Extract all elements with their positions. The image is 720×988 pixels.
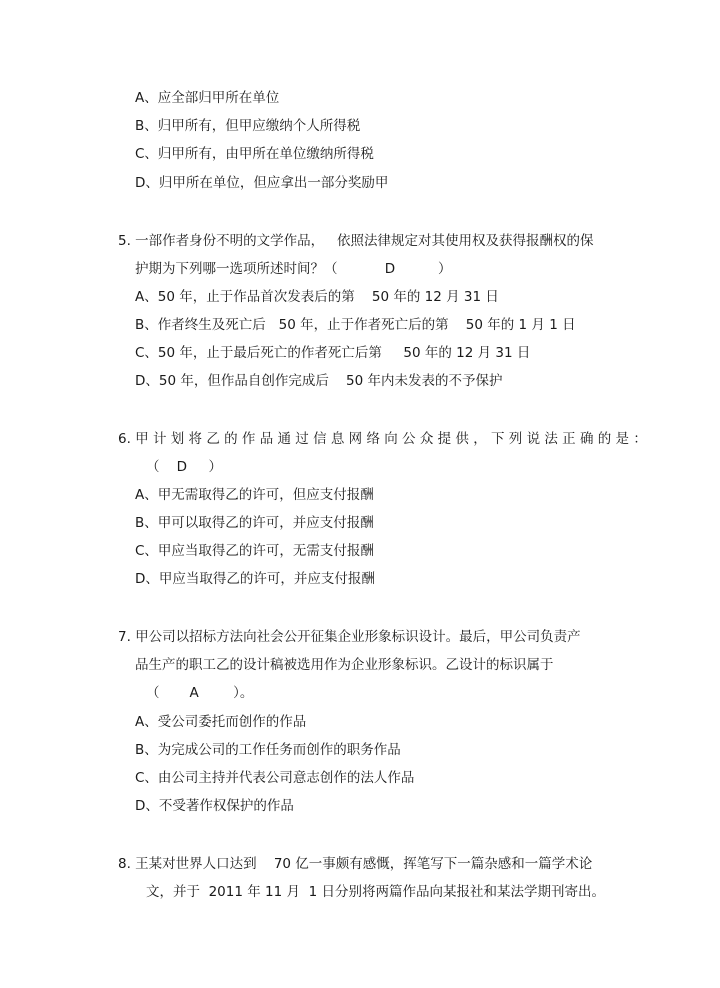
- q4-option-c: C、归甲所有，由甲所在单位缴纳所得税: [135, 146, 374, 162]
- q6-option-b: B、甲可以取得乙的许可，并应支付报酬: [135, 515, 374, 531]
- q7-option-d: D、不受著作权保护的作品: [135, 798, 294, 814]
- q4-option-b: B、归甲所有，但甲应缴纳个人所得税: [135, 118, 361, 134]
- q6-option-d: D、甲应当取得乙的许可，并应支付报酬: [135, 571, 375, 587]
- q7-answer-line: （ A ）。: [146, 685, 254, 701]
- q5-option-b: B、作者终生及死亡后 50 年，止于作者死亡后的第 50 年的 1 月 1 日: [135, 317, 576, 333]
- q5-stem-line1: 5. 一部作者身份不明的文学作品， 依照法律规定对其使用权及获得报酬权的保: [118, 233, 594, 249]
- q6-option-c: C、甲应当取得乙的许可，无需支付报酬: [135, 543, 374, 559]
- q4-option-a: A、应全部归甲所在单位: [135, 90, 280, 106]
- q4-option-d: D、归甲所在单位，但应拿出一部分奖励甲: [135, 175, 389, 191]
- q7-stem-line2: 品生产的职工乙的设计稿被选用作为企业形象标识。乙设计的标识属于: [135, 657, 554, 673]
- q6-option-a: A、甲无需取得乙的许可，但应支付报酬: [135, 487, 374, 503]
- q8-stem-line2: 文，并于 2011 年 11 月 1 日分别将两篇作品向某报社和某法学期刊寄出。: [146, 884, 605, 900]
- q6-answer-line: （ D ）: [146, 459, 223, 475]
- q5-option-d: D、50 年，但作品自创作完成后 50 年内未发表的不予保护: [135, 373, 503, 389]
- q7-option-c: C、由公司主持并代表公司意志创作的法人作品: [135, 770, 415, 786]
- q8-stem-line1: 8. 王某对世界人口达到 70 亿一事颇有感慨，挥笔写下一篇杂感和一篇学术论: [118, 856, 593, 872]
- q7-stem-line1: 7. 甲公司以招标方法向社会公开征集企业形象标识设计。最后，甲公司负责产: [118, 629, 581, 645]
- q5-option-c: C、50 年，止于最后死亡的作者死亡后第 50 年的 12 月 31 日: [135, 345, 531, 361]
- q5-option-a: A、50 年，止于作品首次发表后的第 50 年的 12 月 31 日: [135, 289, 499, 305]
- q7-option-b: B、为完成公司的工作任务而创作的职务作品: [135, 742, 401, 758]
- q7-option-a: A、受公司委托而创作的作品: [135, 714, 307, 730]
- q6-stem-line1: 6. 甲 计 划 将 乙 的 作 品 通 过 信 息 网 络 向 公 众 提 供 ， 下 列 说 法 正 确 的 是 ：: [118, 431, 647, 447]
- q5-stem-line2: 护期为下列哪一选项所述时间？（ D ）: [135, 261, 452, 277]
